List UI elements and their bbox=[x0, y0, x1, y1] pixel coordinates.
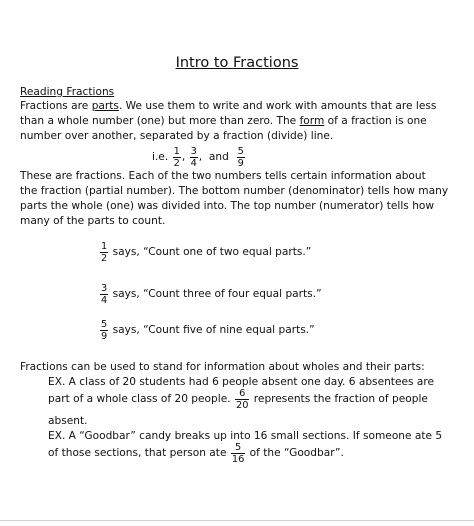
fraction: $\frac{5}{9}$ bbox=[101, 318, 108, 342]
fraction: $\frac{1}{2}$ bbox=[173, 145, 180, 169]
fraction: $\frac{3}{4}$ bbox=[101, 282, 108, 306]
page-divider bbox=[0, 520, 474, 521]
paragraph-line: parts the whole (one) was divided into. The top number (numerator) tells how bbox=[20, 200, 435, 212]
fraction: $\frac{6}{20}$ bbox=[235, 387, 249, 411]
paragraph-line: These are fractions. Each of the two numbers tells certain information about bbox=[20, 170, 426, 182]
fraction-example: $\frac{5}{9}$ says, “Count five of nine equal parts.” bbox=[101, 318, 315, 342]
paragraph-line: number over another, separated by a fraction (divide) line. bbox=[20, 130, 334, 142]
paragraph-line: many of the parts to count. bbox=[20, 215, 166, 227]
example-line: part of a whole class of 20 people. $\frac{6}{20}$ represents the fraction of people bbox=[48, 387, 428, 411]
example-line: EX. A class of 20 students had 6 people absent one day. 6 absentees are bbox=[48, 376, 435, 388]
paragraph-line: Fractions are parts. We use them to write and work with amounts that are less bbox=[20, 100, 437, 112]
example-line: absent. bbox=[48, 415, 88, 427]
page-title: Intro to Fractions bbox=[175, 55, 299, 71]
section-heading: Reading Fractions bbox=[20, 86, 115, 98]
paragraph-line: the fraction (partial number). The bottom number (denominator) tells how many bbox=[20, 185, 449, 197]
fraction: $\frac{5}{16}$ bbox=[231, 441, 245, 465]
paragraph-line: than a whole number (one) but more than zero. The form of a fraction is one bbox=[20, 115, 427, 127]
fraction-example: $\frac{1}{2}$ says, “Count one of two equal parts.” bbox=[101, 240, 312, 264]
example-line: EX. A “Goodbar” candy breaks up into 16 small sections. If someone ate 5 bbox=[48, 430, 443, 442]
example-fractions-row: i.e. $\frac{1}{2}$ , $\frac{3}{4}$ , and $\frac{5}{9}$ bbox=[152, 145, 244, 169]
paragraph-line: Fractions can be used to stand for information about wholes and their parts: bbox=[20, 361, 425, 373]
fraction: $\frac{1}{2}$ bbox=[101, 240, 108, 264]
fraction: $\frac{5}{9}$ bbox=[237, 145, 244, 169]
fraction-example: $\frac{3}{4}$ says, “Count three of four equal parts.” bbox=[101, 282, 322, 306]
fraction: $\frac{3}{4}$ bbox=[190, 145, 197, 169]
example-line: of those sections, that person ate $\frac{5}{16}$ of the “Goodbar”. bbox=[48, 441, 344, 465]
